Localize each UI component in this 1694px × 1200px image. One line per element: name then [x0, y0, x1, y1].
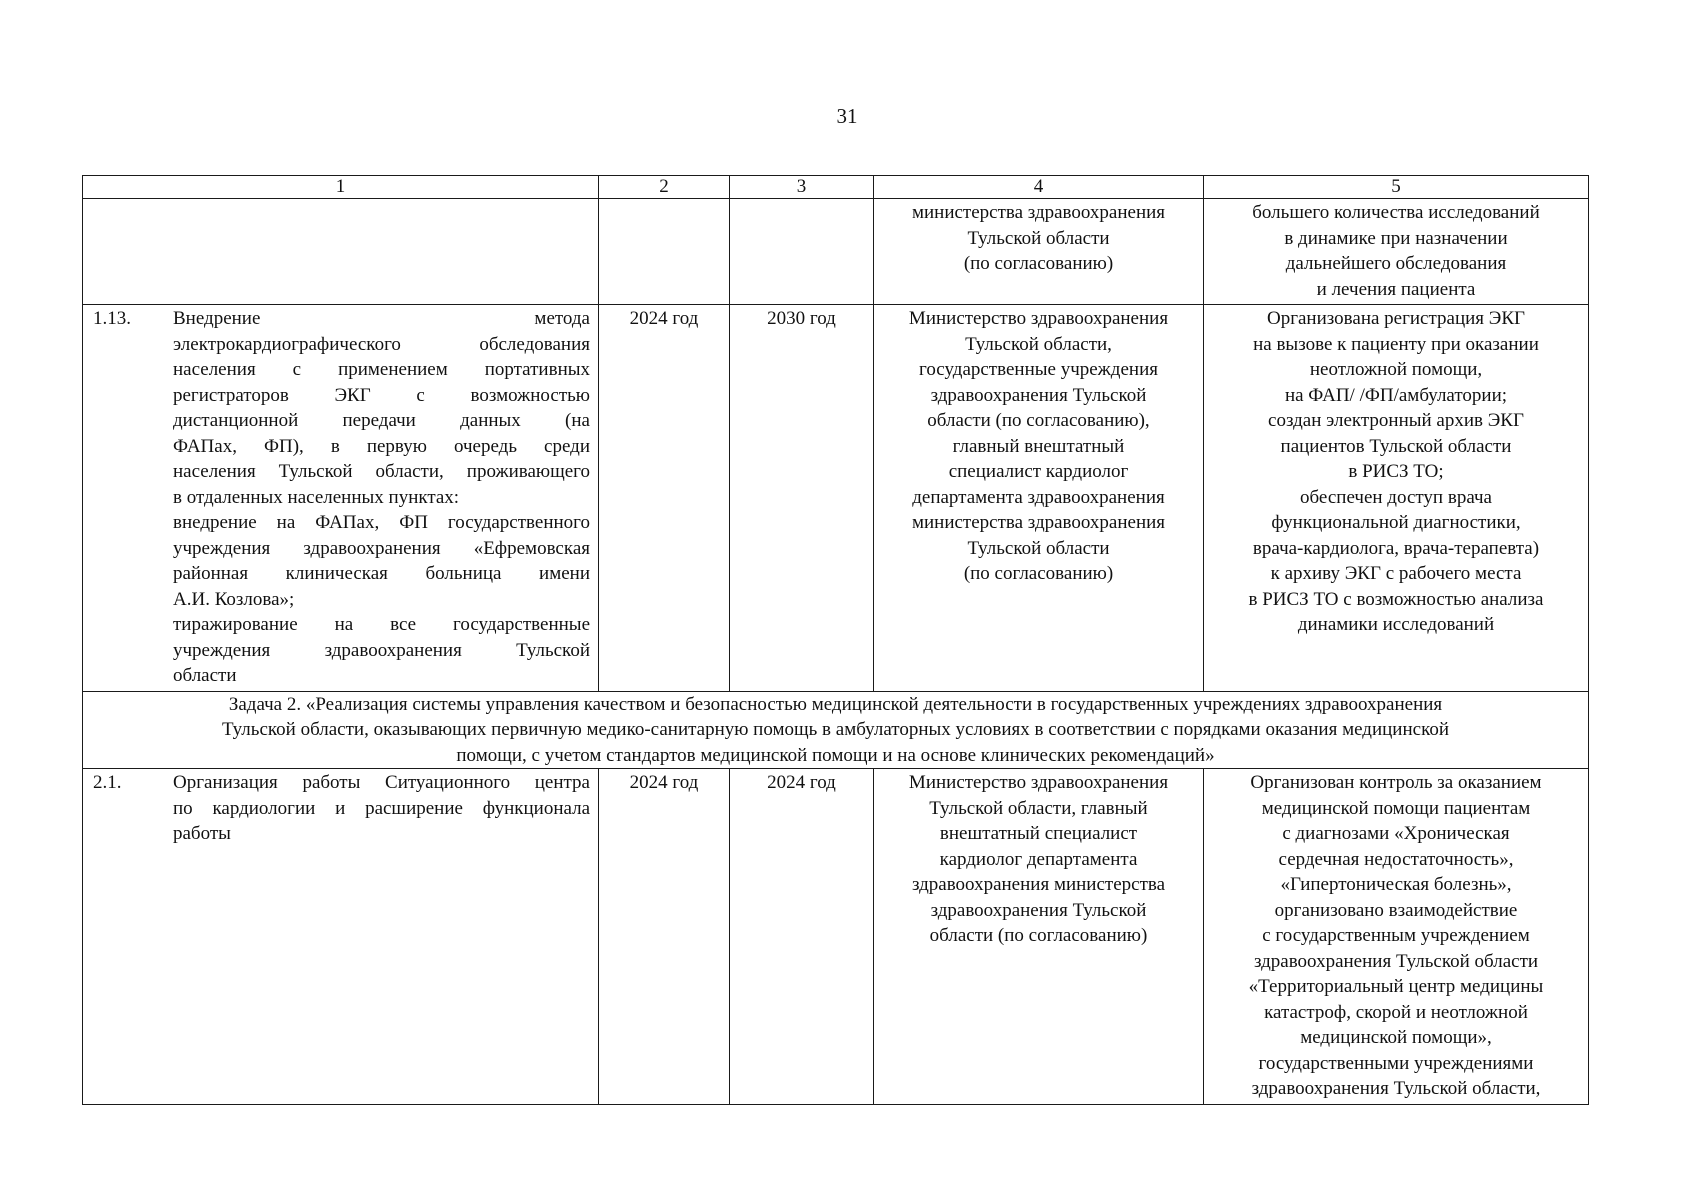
- task-line: помощи, с учетом стандартов медицинской помощи и на основе клинических рекомендаций»: [456, 744, 1215, 766]
- desc-line: электрокардиографического обследования: [173, 333, 590, 355]
- desc-line: ФАПах, ФП), в первую очередь среди: [173, 435, 590, 457]
- executors-line: министерства здравоохранения: [911, 512, 1166, 533]
- result-line: катастроф, скорой и неотложной: [1264, 1001, 1528, 1023]
- result-line: динамики исследований: [1297, 614, 1495, 635]
- desc-line: Внедрение метода: [173, 308, 590, 329]
- executors-line: Тульской области,: [965, 333, 1112, 355]
- cont-executors: [874, 199, 1204, 305]
- executors-line: Министерство здравоохранения: [908, 772, 1169, 793]
- row-2-1-end-year: 2024 год: [730, 769, 874, 1105]
- desc-line: районная клиническая больница имени: [173, 563, 590, 584]
- executors-line: Тульской области: [967, 537, 1110, 559]
- row-1-13-result: [1204, 305, 1589, 692]
- executors-line: государственные учреждения: [919, 359, 1158, 380]
- result-line: организовано взаимодействие: [1274, 899, 1518, 921]
- executors-line: здравоохранения Тульской: [930, 384, 1147, 406]
- result-line: медицинской помощи пациентам: [1261, 797, 1531, 819]
- column-header-4: 4: [874, 176, 1204, 199]
- task-2-row: [83, 691, 1589, 769]
- continuation-row: [83, 199, 1589, 305]
- executors-line: департамента здравоохранения: [912, 486, 1165, 508]
- desc-line: учреждения здравоохранения «Ефремовская: [173, 537, 590, 559]
- result-line: врача-кардиолога, врача-терапевта): [1252, 537, 1540, 559]
- task-2-heading: [83, 691, 1589, 769]
- executors-line: специалист кардиолог: [948, 461, 1129, 482]
- desc-line: учреждения здравоохранения Тульской: [173, 639, 590, 661]
- cont-executors-line: министерства здравоохранения: [911, 202, 1166, 223]
- result-line: государственными учреждениями: [1258, 1052, 1534, 1074]
- executors-line: главный внештатный: [952, 435, 1125, 457]
- cont-result: [1204, 199, 1589, 305]
- desc-line: населения с применением портативных: [173, 359, 590, 380]
- desc-line: области: [173, 665, 237, 686]
- column-header-5: 5: [1204, 176, 1589, 199]
- result-line: обеспечен доступ врача: [1300, 486, 1492, 508]
- desc-line: населения Тульской области, проживающего: [173, 461, 590, 482]
- result-line: «Гипертоническая болезнь»,: [1280, 874, 1512, 895]
- task-line: Тульской области, оказывающих первичную медико-санитарную помощь в амбулаторных условиях в соответствии с порядками оказания медицинской: [221, 719, 1450, 740]
- column-header-3: 3: [730, 176, 874, 199]
- desc-line: А.И. Козлова»;: [173, 588, 295, 610]
- result-line: на ФАП/ /ФП/амбулатории;: [1284, 384, 1508, 406]
- executors-line: здравоохранения министерства: [911, 874, 1166, 895]
- cont-result-line: дальнейшего обследования: [1285, 253, 1507, 274]
- row-2-1: [83, 769, 1589, 1105]
- result-line: функциональной диагностики,: [1271, 512, 1521, 533]
- executors-line: (по согласованию): [963, 563, 1114, 584]
- result-line: на вызове к пациенту при оказании: [1253, 333, 1539, 355]
- result-line: создан электронный архив ЭКГ: [1268, 410, 1524, 431]
- measures-table: [82, 175, 1589, 1105]
- cont-result-line: большего количества исследований: [1252, 202, 1540, 223]
- cont-result-line: в динамике при назначении: [1284, 227, 1508, 249]
- executors-line: здравоохранения Тульской: [930, 899, 1147, 921]
- column-header-2: 2: [599, 176, 730, 199]
- cont-col3-empty: [730, 199, 874, 305]
- result-line: здравоохранения Тульской области: [1253, 950, 1539, 972]
- row-2-1-result: [1204, 769, 1589, 1105]
- cont-col2-empty: [599, 199, 730, 305]
- executors-line: области (по согласованию): [929, 925, 1148, 946]
- result-line: медицинской помощи»,: [1300, 1027, 1492, 1048]
- result-line: с диагнозами «Хроническая: [1282, 823, 1510, 844]
- result-line: Организован контроль за оказанием: [1250, 772, 1542, 793]
- desc-line: Организация работы Ситуационного центра: [173, 772, 590, 793]
- result-line: в РИСЗ ТО с возможностью анализа: [1248, 588, 1544, 610]
- row-1-13-description: [83, 305, 599, 692]
- row-2-1-description: [83, 769, 599, 1105]
- row-1-13: [83, 305, 1589, 692]
- task-line: Задача 2. «Реализация системы управления качеством и безопасностью медицинской деятельности в государственных учреждениях здравоохранения: [228, 693, 1443, 715]
- executors-line: области (по согласованию),: [927, 410, 1150, 431]
- column-header-1: 1: [83, 176, 599, 199]
- result-line: Организована регистрация ЭКГ: [1266, 308, 1525, 329]
- result-line: неотложной помощи,: [1309, 359, 1483, 380]
- result-line: здравоохранения Тульской области,: [1251, 1078, 1541, 1099]
- row-1-13-executors: [874, 305, 1204, 692]
- result-line: пациентов Тульской области: [1280, 435, 1512, 457]
- desc-line: тиражирование на все государственные: [173, 614, 590, 635]
- desc-line: регистраторов ЭКГ с возможностью: [173, 384, 590, 406]
- row-number: 2.1.: [93, 772, 122, 793]
- result-line: с государственным учреждением: [1262, 925, 1530, 946]
- row-number: 1.13.: [93, 308, 131, 329]
- desc-line: работы: [173, 823, 231, 844]
- row-2-1-executors: [874, 769, 1204, 1105]
- cont-col1-empty: [83, 199, 599, 305]
- executors-line: внештатный специалист: [939, 823, 1138, 844]
- row-1-13-start-year: 2024 год: [599, 305, 730, 692]
- result-line: к архиву ЭКГ с рабочего места: [1270, 563, 1522, 584]
- executors-line: кардиолог департамента: [939, 848, 1138, 870]
- desc-line: внедрение на ФАПах, ФП государственного: [173, 512, 590, 533]
- header-row: [83, 176, 1589, 199]
- desc-line: дистанционной передачи данных (на: [173, 410, 590, 431]
- desc-line: по кардиологии и расширение функционала: [173, 797, 590, 819]
- row-1-13-end-year: 2030 год: [730, 305, 874, 692]
- result-line: в РИСЗ ТО;: [1348, 461, 1444, 482]
- result-line: «Территориальный центр медицины: [1248, 976, 1544, 997]
- executors-line: Министерство здравоохранения: [908, 308, 1169, 329]
- cont-result-line: и лечения пациента: [1316, 278, 1476, 300]
- desc-line: в отдаленных населенных пунктах:: [173, 486, 460, 508]
- page-number: 31: [836, 104, 858, 128]
- row-2-1-start-year: 2024 год: [599, 769, 730, 1105]
- result-line: сердечная недостаточность»,: [1278, 848, 1514, 870]
- cont-executors-line: (по согласованию): [963, 253, 1114, 274]
- cont-executors-line: Тульской области: [967, 227, 1110, 249]
- executors-line: Тульской области, главный: [929, 797, 1148, 819]
